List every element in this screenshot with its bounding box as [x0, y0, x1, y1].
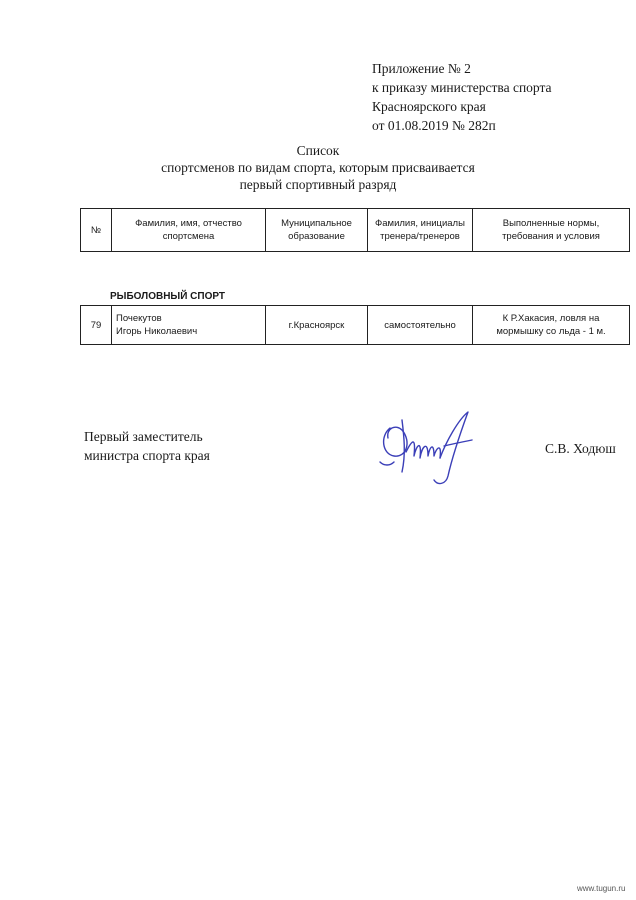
row-surname: Почекутов: [116, 313, 162, 324]
signatory-name: С.В. Ходюш: [545, 441, 616, 456]
header-municipality-line-1: Муниципальное: [281, 218, 352, 229]
header-num-label: №: [90, 224, 102, 236]
row-coach: самостоятельно: [368, 306, 473, 345]
appendix-line-1: Приложение № 2: [372, 61, 471, 76]
athlete-table: [80, 305, 630, 345]
title-line-2: спортсменов по видам спорта, которым присваивается: [161, 160, 475, 175]
document-title: [0, 142, 636, 193]
watermark: www.tugun.ru: [577, 884, 626, 893]
row-first-patronymic: Игорь Николаевич: [116, 326, 198, 337]
row-athlete-name: [112, 306, 266, 345]
header-name: [112, 209, 266, 252]
title-line-1: Список: [296, 143, 340, 158]
signatory-role-line-2: министра спорта края: [84, 448, 210, 463]
header-norms-line-1: Выполненные нормы,: [502, 218, 600, 229]
header-name-line-2: спортсмена: [162, 231, 215, 242]
signatory-role: [84, 427, 210, 465]
appendix-line-3: Красноярского края: [372, 99, 486, 114]
appendix-line-2: к приказу министерства спорта: [372, 80, 552, 95]
header-norms: [473, 209, 630, 252]
table-header: [80, 208, 630, 252]
row-municipality: г.Красноярск: [266, 306, 368, 345]
row-norms-line-1: К Р.Хакасия, ловля на: [502, 313, 600, 324]
handwritten-signature: [372, 406, 482, 494]
header-num: [81, 209, 112, 252]
table-header-row: [81, 209, 630, 252]
section-title: РЫБОЛОВНЫЙ СПОРТ: [110, 291, 226, 302]
row-norms-line-2: мормышку со льда - 1 м.: [496, 326, 606, 337]
header-coach-line-2: тренера/тренеров: [380, 231, 460, 242]
row-norms: [473, 306, 630, 345]
signatory-role-line-1: Первый заместитель: [84, 429, 203, 444]
header-coach-line-1: Фамилия, инициалы: [375, 218, 465, 229]
header-name-line-1: Фамилия, имя, отчество: [135, 218, 242, 229]
table-row: [81, 306, 630, 345]
appendix-line-4: от 01.08.2019 № 282п: [372, 118, 496, 133]
header-municipality: [266, 209, 368, 252]
header-coach: [368, 209, 473, 252]
title-line-3: первый спортивный разряд: [239, 177, 397, 192]
header-municipality-line-2: образование: [288, 231, 345, 242]
appendix-block: [372, 59, 552, 135]
header-norms-line-2: требования и условия: [502, 231, 600, 242]
row-num: 79: [81, 306, 112, 345]
